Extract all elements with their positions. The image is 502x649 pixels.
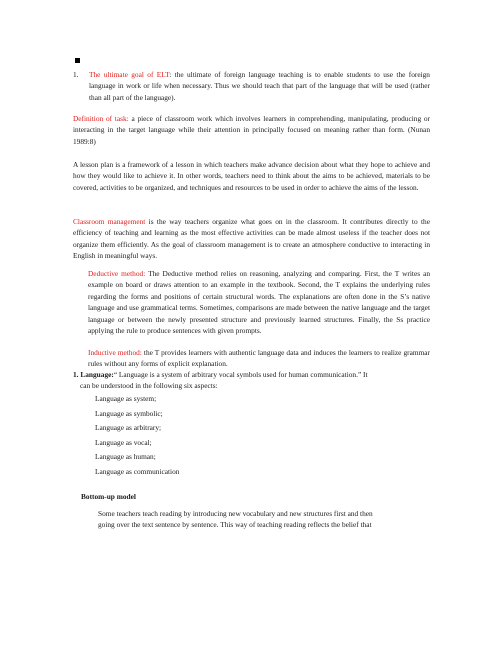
list-item: Language as arbitrary;	[95, 423, 162, 433]
term-inductive-method: Inductive method:	[88, 348, 142, 357]
paragraph-deductive-method	[88, 268, 430, 336]
term-deductive-method: Deductive method:	[88, 269, 146, 278]
term-classroom-management: Classroom management	[73, 217, 146, 226]
bottom-up-line1: Some teachers teach reading by introducing new vocabulary and new structures first and then	[98, 509, 373, 518]
list-item: Language as symbolic;	[95, 408, 163, 418]
paragraph-task-definition	[73, 113, 430, 147]
task-definition-text: a piece of classroom work which involves learners in comprehending, manipulating, producing or interacting in the target language while their attention in principally focused on meaning rather than form. (Nunan 1989:8)	[73, 114, 430, 146]
list-item: Language as system;	[95, 394, 157, 403]
list-item: Language as vocal;	[95, 437, 152, 447]
deductive-method-text: The Deductive method relies on reasoning, analyzing and comparing. First, the T writes an example on board or draws attention to an example in the textbook. Second, the T explains the underlying rules regarding the forms and positions of certain structural words. The explanations are often done in the S’s native language and use grammatical terms. Sometimes, comparisons are made between the native language and the target language or between the newly presented structure and previously learned structures. Finally, the Ss practice applying the rule to produce sentences with given prompts.	[88, 269, 430, 336]
inductive-method-text: the T provides learners with authentic language data and induces the learners to realize grammar rules without any forms of explicit explanation.	[88, 348, 430, 369]
term-ultimate-goal: The ultimate goal of ELT	[89, 70, 170, 79]
paragraph-lesson-plan: A lesson plan is a framework of a lesson in which teachers make advance decision about what they hope to achieve and how they would like to achieve it. In other words, teachers need to think about the aims to be achieved, materials to be covered, activities to be organized, and techniques and resources to be used in order to achieve the aims of the lesson.	[73, 160, 430, 192]
language-definition-line1: “ Language is a system of arbitrary vocal symbols used for human communication.” It	[113, 370, 368, 379]
language-aspects-list	[95, 392, 179, 480]
paragraph-language-definition	[73, 369, 433, 392]
language-item-number: 1.	[73, 370, 79, 379]
ultimate-goal-text: : the ultimate of foreign language teaching is to enable students to use the foreign language in work or life when necessary. Thus we should teach that part of the language that will be used (rather than all part of the language).	[89, 70, 430, 102]
paragraph-inductive-method	[88, 347, 430, 370]
classroom-management-text: is the way teachers organize what goes on in the classroom. It contributes directly to the efficiency of teaching and learning as the most effective activities can be made almost useless if the teacher does not organize them efficiently. As the goal of classroom management is to create an atmosphere conductive to interacting in English in meaningful ways.	[73, 217, 430, 261]
square-bullet-icon	[75, 58, 80, 63]
list-item: Language as communication	[95, 466, 180, 476]
term-task-definition: Definition of task:	[73, 114, 129, 123]
list-item: Language as human;	[95, 452, 156, 462]
term-language: Language:	[80, 370, 114, 379]
paragraph-classroom-management	[73, 216, 430, 262]
paragraph-bottom-up	[98, 508, 438, 531]
section-heading-bottom-up: Bottom-up model	[81, 492, 136, 501]
paragraph-ultimate-goal	[73, 69, 430, 103]
item-number: 1.	[73, 70, 79, 79]
language-definition-line2: can be understood in the following six aspects:	[80, 381, 218, 391]
bottom-up-line2: going over the text sentence by sentence. This way of teaching reading reflects the belief that	[98, 520, 372, 530]
